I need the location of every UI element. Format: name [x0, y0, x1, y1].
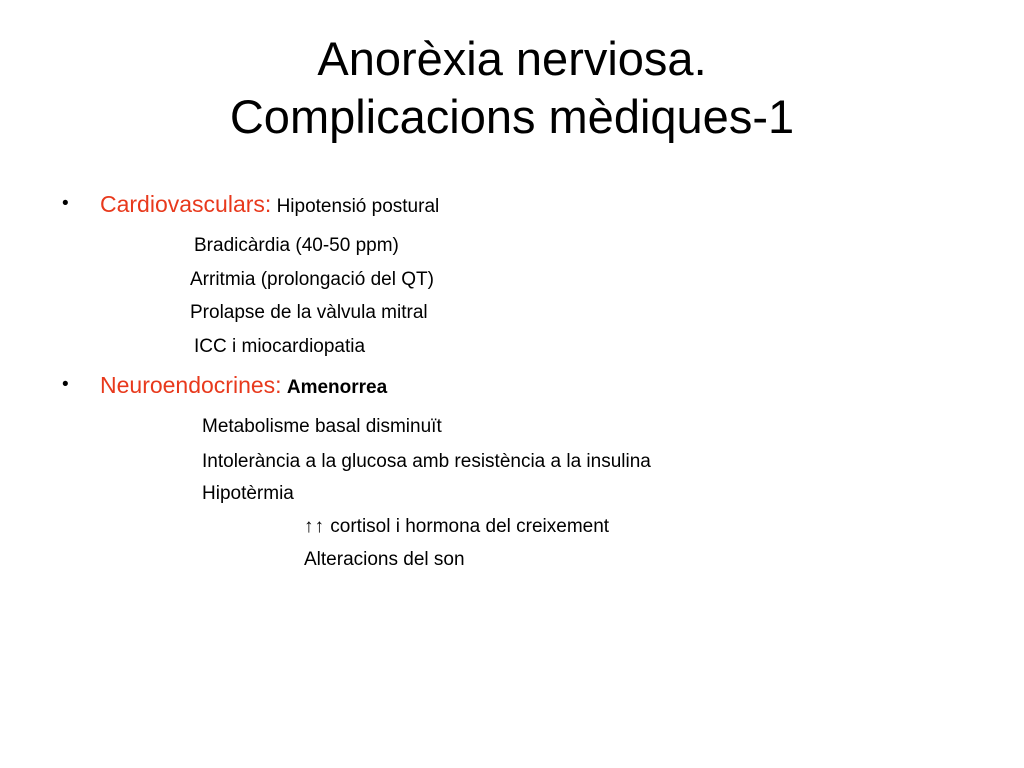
cardio-heading [100, 192, 439, 219]
neuro-label: Neuroendocrines: [100, 372, 282, 398]
cardio-item-hypotension: Hipotensió postural [276, 196, 440, 217]
cardio-item-arrhythmia: Arritmia (prolongació del QT) [190, 269, 434, 290]
neuro-heading [100, 373, 387, 400]
cardio-label: Cardiovasculars: [100, 191, 272, 217]
neuro-item-metabolism: Metabolisme basal disminuït [202, 416, 442, 437]
neuro-subitem-cortisol [304, 515, 609, 539]
cardio-item-mitral-prolapse: Prolapse de la vàlvula mitral [190, 302, 428, 323]
neuro-item-glucose: Intolerància a la glucosa amb resistència a la insulina [202, 451, 651, 472]
up-arrows-icon: ↑↑ [304, 516, 325, 537]
neuro-item-hypothermia: Hipotèrmia [202, 483, 294, 504]
title-line-2: Complicacions mèdiques-1 [229, 90, 795, 143]
slide-title [0, 30, 1024, 146]
neuro-subitem-sleep: Alteracions del son [304, 549, 465, 570]
neuro-subitem-cortisol-text: cortisol i hormona del creixement [330, 516, 610, 537]
neuro-item-amenorrhea: Amenorrea [286, 377, 388, 398]
cardio-item-bradycardia: Bradicàrdia (40-50 ppm) [194, 235, 399, 256]
title-line-1: Anorèxia nerviosa. [317, 32, 707, 85]
cardio-item-icc: ICC i miocardiopatia [194, 336, 366, 357]
bullet-cardio: • [62, 193, 69, 214]
bullet-neuro: • [62, 374, 69, 395]
